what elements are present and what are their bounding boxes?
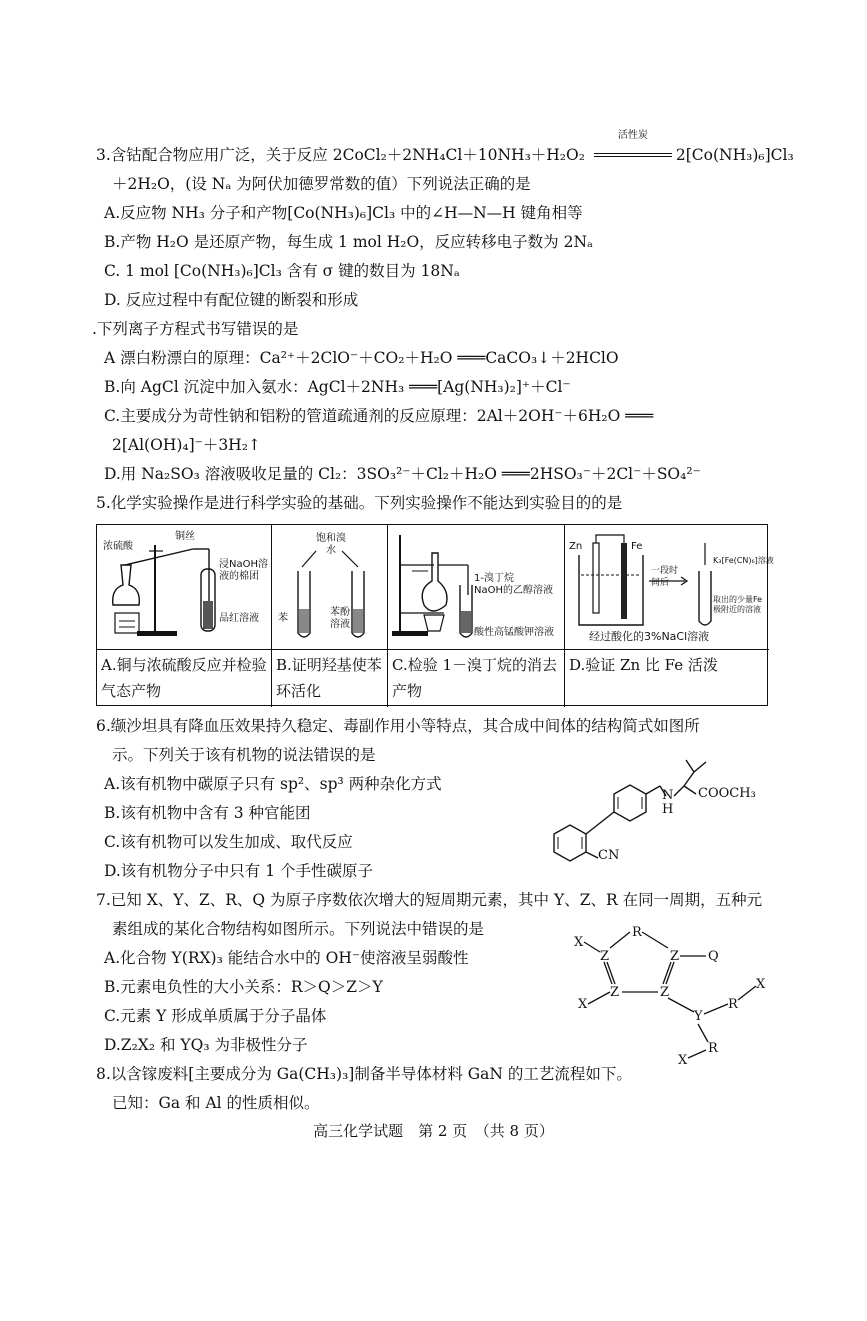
- q4-option-c-line2: 2[Al(OH)₄]⁻＋3H₂↑: [112, 436, 261, 454]
- q7-option-c: C.元素 Y 形成单质属于分子晶体: [104, 1007, 327, 1025]
- q3-option-a: A.反应物 NH₃ 分子和产物[Co(NH₃)₆]Cl₃ 中的∠H—N—H 键角相等: [104, 204, 583, 222]
- svg-text:Z: Z: [600, 949, 610, 964]
- experiment-c-figure: [388, 525, 565, 649]
- q7-line1: 7.已知 X、Y、Z、R、Q 为原子序数依次增大的短周期元素，其中 Y、Z、R 在同一周期，五种元: [96, 891, 763, 909]
- organic-structure-icon: [536, 752, 776, 872]
- svg-text:X: X: [578, 997, 588, 1012]
- label-naoh-ethanol: NaOH的乙醇溶液: [474, 585, 553, 596]
- q3-option-b: B.产物 H₂O 是还原产物，每生成 1 mol H₂O，反应转移电子数为 2Nₐ: [104, 233, 594, 251]
- atom-n: N: [662, 788, 674, 803]
- experiment-b-figure: [272, 525, 388, 649]
- label-zn: Zn: [569, 541, 583, 552]
- caption-a: A.铜与浓硫酸反应并检验气态产物: [97, 649, 272, 707]
- atom-h: H: [662, 802, 674, 817]
- q7-option-d: D.Z₂X₂ 和 YQ₃ 为非极性分子: [104, 1036, 308, 1054]
- q7-option-b: B.元素电负性的大小关系：R＞Q＞Z＞Y: [104, 978, 383, 996]
- label-1-bromobutane: 1-溴丁烷: [474, 573, 514, 584]
- label-sat-bromine-water: 饱和溴水: [316, 533, 346, 556]
- valsartan-intermediate-structure: [536, 752, 776, 872]
- q8-line2: 已知：Ga 和 Al 的性质相似。: [112, 1094, 320, 1112]
- svg-text:Z: Z: [660, 985, 670, 1000]
- label-phenol-solution: 苯酚溶液: [330, 607, 350, 630]
- label-k3fecn6: K₃[Fe(CN)₆]溶液: [713, 556, 774, 565]
- svg-text:R: R: [708, 1041, 718, 1056]
- experiment-table: [96, 524, 774, 706]
- group-cooch3: COOCH₃: [698, 786, 756, 801]
- q6-option-b: B.该有机物中含有 3 种官能团: [104, 804, 311, 822]
- q8-line1: 8.以含镓废料[主要成分为 Ga(CH₃)₃]制备半导体材料 GaN 的工艺流程如下。: [96, 1065, 632, 1083]
- experiment-d-figure: [565, 525, 774, 649]
- compound-structure: [570, 920, 780, 1070]
- label-benzene: 苯: [278, 613, 288, 624]
- label-fe: Fe: [631, 541, 643, 552]
- svg-text:X: X: [756, 977, 766, 992]
- label-acid-kmno4: 酸性高锰酸钾溶液: [474, 627, 554, 638]
- q5-stem: 5.化学实验操作是进行科学实验的基础。下列实验操作不能达到实验目的的是: [96, 494, 623, 512]
- q3-option-d: D. 反应过程中有配位键的断裂和形成: [104, 291, 359, 309]
- svg-text:Z: Z: [670, 949, 680, 964]
- q3-line2: ＋2H₂O，(设 Nₐ 为阿伏加德罗常数的值）下列说法正确的是: [112, 175, 531, 193]
- label-fe-nearby-solution: 取出的少量Fe极附近的溶液: [713, 595, 763, 614]
- svg-text:X: X: [574, 935, 584, 950]
- q4-option-b: B.向 AgCl 沉淀中加入氨水：AgCl＋2NH₃ ═══[Ag(NH₃)₂]⁺＋Cl⁻: [104, 378, 571, 396]
- label-magenta-solution: 品红溶液: [219, 613, 259, 624]
- q7-line2: 素组成的某化合物结构如图所示。下列说法中错误的是: [112, 920, 485, 938]
- svg-text:Q: Q: [708, 949, 719, 964]
- q4-stem: .下列离子方程式书写错误的是: [92, 320, 299, 338]
- label-acidified-nacl: 经过酸化的3%NaCl溶液: [589, 630, 710, 643]
- q7-option-a: A.化合物 Y(RX)₃ 能结合水中的 OH⁻使溶液呈弱酸性: [104, 949, 469, 967]
- ring-compound-icon: [570, 920, 780, 1070]
- q4-option-a: A 漂白粉漂白的原理：Ca²⁺＋2ClO⁻＋CO₂＋H₂O ═══CaCO₃↓＋2HClO: [104, 349, 619, 367]
- svg-text:X: X: [678, 1053, 688, 1068]
- q6-option-d: D.该有机物分子中只有 1 个手性碳原子: [104, 862, 374, 880]
- catalyst-label: 活性炭: [617, 130, 648, 141]
- experiment-a-figure: [97, 525, 272, 649]
- q3-option-c: C. 1 mol [Co(NH₃)₆]Cl₃ 含有 σ 键的数目为 18Nₐ: [104, 262, 460, 280]
- q4-option-d: D.用 Na₂SO₃ 溶液吸收足量的 Cl₂：3SO₃²⁻＋Cl₂＋H₂O ═══2HSO₃⁻＋2Cl⁻＋SO₄²⁻: [104, 465, 701, 483]
- label-copper-wire: 铜丝: [175, 531, 195, 542]
- q6-option-c: C.该有机物可以发生加成、取代反应: [104, 833, 353, 851]
- page-footer: 高三化学试题 第 2 页 （共 8 页）: [313, 1122, 554, 1140]
- caption-d: D.验证 Zn 比 Fe 活泼: [565, 649, 769, 707]
- q6-line1: 6.缬沙坦具有降血压效果持久稳定、毒副作用小等特点，其合成中间体的结构简式如图所: [96, 717, 700, 735]
- q4-option-c-line1: C.主要成分为苛性钠和铝粉的管道疏通剂的反应原理：2Al＋2OH⁻＋6H₂O ═══: [104, 407, 654, 425]
- svg-text:Y: Y: [694, 1009, 703, 1024]
- label-naoh-cotton: 浸NaOH溶液的棉团: [219, 559, 268, 582]
- svg-text:R: R: [632, 925, 642, 940]
- group-cn: CN: [598, 848, 620, 863]
- caption-c: C.检验 1－溴丁烷的消去产物: [388, 649, 565, 707]
- svg-text:R: R: [728, 997, 738, 1012]
- label-conc-sulfuric-acid: 浓硫酸: [103, 541, 133, 552]
- svg-text:Z: Z: [610, 985, 620, 1000]
- q6-line2: 示。下列关于该有机物的说法错误的是: [112, 746, 376, 764]
- q3-line1: 3.含钴配合物应用广泛，关于反应 2CoCl₂＋2NH₄Cl＋10NH₃＋H₂O₂ 活性炭 2[Co(NH₃)₆]Cl₃: [96, 130, 794, 164]
- label-after-time: 一段时间后: [651, 566, 679, 588]
- caption-b: B.证明羟基使苯环活化: [272, 649, 388, 707]
- q6-option-a: A.该有机物中碳原子只有 sp²、sp³ 两种杂化方式: [104, 775, 442, 793]
